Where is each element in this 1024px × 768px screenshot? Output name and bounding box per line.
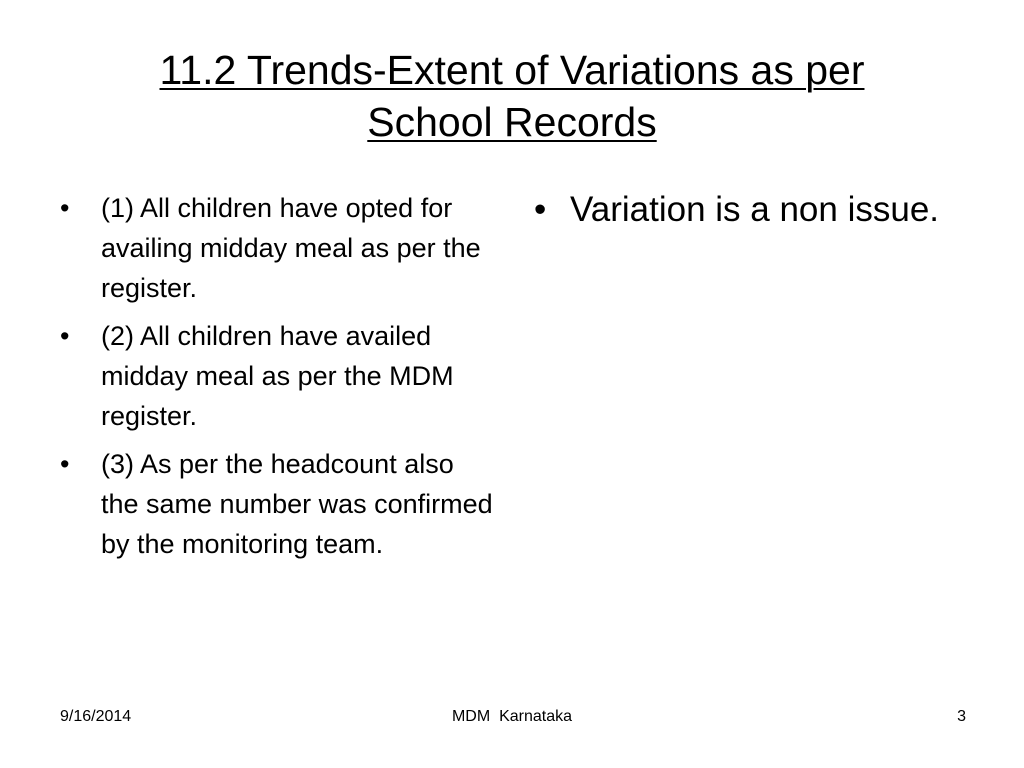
footer-label: MDM Karnataka bbox=[451, 708, 573, 725]
bullet-text: Variation is a non issue. bbox=[570, 190, 940, 229]
left-bullet-list bbox=[56, 188, 496, 572]
slide-title-line: School Records bbox=[367, 99, 657, 145]
bullet-icon: • bbox=[60, 193, 70, 223]
right-bullet-list bbox=[530, 188, 970, 232]
bullet-item bbox=[530, 188, 970, 232]
slide-title bbox=[60, 44, 964, 148]
slide-title-line: 11.2 Trends-Extent of Variations as per bbox=[159, 47, 865, 93]
bullet-icon: • bbox=[534, 190, 547, 229]
bullet-text: (2) All children have availed midday meal as per the MDM register. bbox=[101, 321, 454, 431]
bullet-item bbox=[56, 188, 496, 308]
bullet-icon: • bbox=[60, 321, 70, 351]
bullet-icon: • bbox=[60, 449, 70, 479]
bullet-text: (1) All children have opted for availing midday meal as per the register. bbox=[101, 193, 481, 303]
bullet-item bbox=[56, 444, 496, 564]
bullet-text: (3) As per the headcount also the same number was confirmed by the monitoring team. bbox=[101, 449, 493, 559]
footer-date: 9/16/2014 bbox=[60, 708, 132, 725]
page-number: 3 bbox=[957, 708, 966, 725]
bullet-item bbox=[56, 316, 496, 436]
